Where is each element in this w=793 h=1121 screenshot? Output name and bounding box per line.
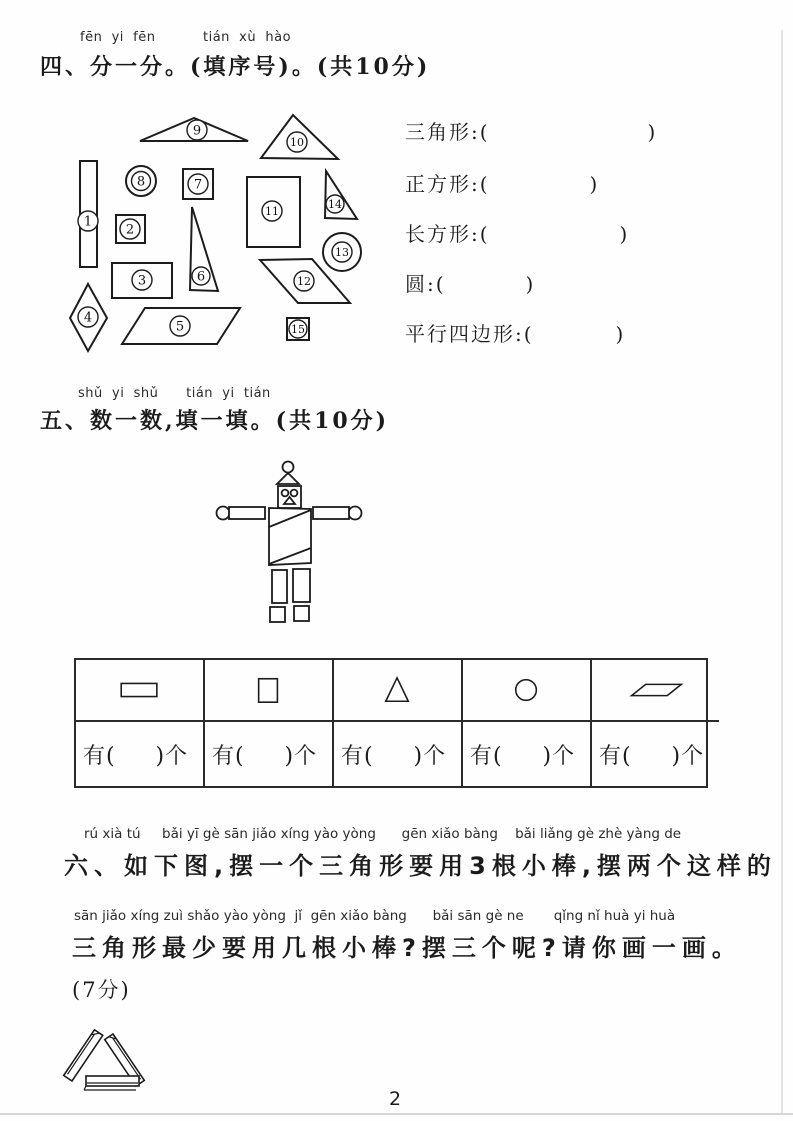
shape-number-text: 3 — [137, 273, 147, 289]
count-text: 有( )个 — [83, 743, 189, 769]
q5-pinyin: shǔ yi shǔ tián yi tián — [78, 386, 271, 401]
shape-number-text: 11 — [265, 204, 279, 218]
shape-number-text: 7 — [193, 177, 203, 193]
q6-text-line1: 六、如下图,摆一个三角形要用3根小棒,摆两个这样的 — [64, 852, 777, 880]
stick-bottom — [84, 1076, 139, 1090]
parallelogram-glyph — [592, 660, 719, 720]
answer-blank-square — [490, 190, 590, 191]
table-shape-rectangle — [76, 660, 205, 722]
shape-number-text: 12 — [297, 274, 311, 288]
q6-pinyin-line2: sān jiǎo xíng zuì shǎo yào yòng jǐ gēn xiǎo bàng bǎi sān gè ne qǐng nǐ huà yi huà — [74, 908, 676, 924]
scan-edge-line-bottom — [0, 1113, 793, 1115]
answer-blank-rectangle — [490, 240, 620, 241]
answer-close-parallelogram: ) — [615, 322, 626, 346]
answer-close-triangle: ) — [647, 120, 658, 144]
count-text: 有( )个 — [212, 743, 318, 769]
count-cell — [334, 722, 463, 786]
scan-edge-line-right — [781, 30, 783, 1114]
stick-left — [64, 1030, 103, 1081]
q6-score: (7分) — [72, 978, 131, 1002]
q4-pinyin-1: fēn yi fēn — [80, 30, 156, 45]
page-number: 2 — [389, 1088, 402, 1110]
count-text: 有( )个 — [599, 743, 705, 769]
shape-number-text: 9 — [192, 123, 202, 139]
q4-pinyin-2: tián xù hào — [203, 30, 292, 45]
robot-feet — [270, 606, 309, 622]
answer-blank-triangle — [490, 138, 648, 139]
q6-text-line2: 三角形最少要用几根小棒?摆三个呢?请你画一画。 — [72, 934, 742, 962]
table-shape-parallelogram — [592, 660, 719, 722]
robot-left-arm — [217, 507, 266, 520]
robot-head — [278, 486, 301, 508]
robot-hat — [277, 462, 299, 485]
answer-label-triangle: 三角形:( — [405, 120, 490, 144]
rectangle-glyph — [76, 660, 203, 720]
robot-figure — [215, 452, 385, 632]
count-cell — [205, 722, 334, 786]
q6-pinyin-line1: rú xià tú bǎi yī gè sān jiǎo xíng yào yòng gēn xiǎo bàng bǎi liǎng gè zhè yàng de — [84, 826, 682, 842]
answer-close-square: ) — [589, 172, 600, 196]
table-shape-triangle — [334, 660, 463, 722]
count-cell — [592, 722, 719, 786]
answer-row-square — [405, 168, 599, 197]
answer-close-rectangle: ) — [619, 222, 630, 246]
shape-number-text: 14 — [328, 197, 342, 211]
table-shape-square — [205, 660, 334, 722]
shape-number-text: 13 — [335, 245, 349, 259]
shape-number-text: 10 — [290, 135, 304, 149]
robot-right-arm — [313, 507, 362, 520]
answer-blank-circle — [446, 290, 526, 291]
count-cell — [463, 722, 592, 786]
count-text: 有( )个 — [341, 743, 447, 769]
shape-number-text: 1 — [83, 214, 93, 230]
answer-label-square: 正方形:( — [405, 172, 490, 196]
count-text: 有( )个 — [470, 743, 576, 769]
shape-number-text: 5 — [175, 319, 185, 335]
answer-blank-parallelogram — [534, 340, 616, 341]
circle-glyph — [463, 660, 590, 720]
answer-row-circle — [405, 268, 535, 297]
shape-number-text: 6 — [196, 269, 206, 285]
stick-triangle-figure — [55, 1022, 215, 1100]
robot-body — [269, 508, 311, 565]
count-cell — [76, 722, 205, 786]
q4-title: 四、分一分。(填序号)。(共10分) — [40, 54, 431, 80]
shape-number-text: 15 — [291, 322, 305, 336]
robot-legs — [272, 569, 310, 603]
count-table — [74, 658, 708, 788]
table-shape-circle — [463, 660, 592, 722]
answer-close-circle: ) — [525, 272, 536, 296]
answer-row-triangle — [405, 116, 657, 145]
shape-number-text: 4 — [83, 310, 93, 326]
shape-number-text: 2 — [125, 222, 135, 238]
shape-number-text: 8 — [136, 174, 146, 190]
q4-shapes-figure — [55, 105, 395, 365]
answer-label-parallelogram: 平行四边形:( — [405, 322, 534, 346]
answer-row-parallelogram — [405, 318, 625, 347]
answer-row-rectangle — [405, 218, 629, 247]
answer-label-rectangle: 长方形:( — [405, 222, 490, 246]
triangle-glyph — [334, 660, 461, 720]
square-glyph — [205, 660, 332, 720]
q5-title: 五、数一数,填一填。(共10分) — [40, 408, 390, 434]
answer-label-circle: 圆:( — [405, 272, 446, 296]
